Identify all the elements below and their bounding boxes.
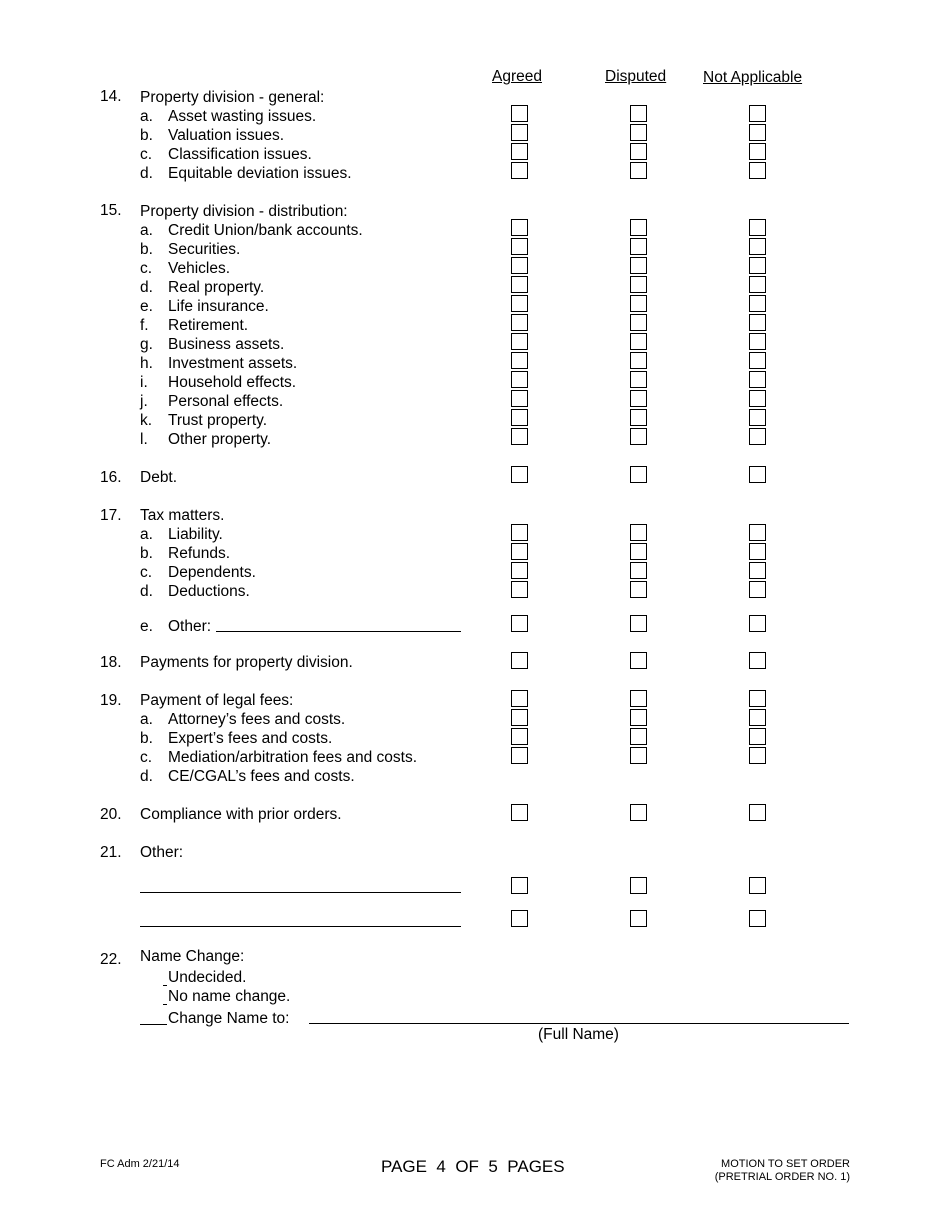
item-label: CE/CGAL’s fees and costs. bbox=[168, 768, 355, 785]
document-subtitle: (PRETRIAL ORDER NO. 1) bbox=[714, 1171, 850, 1183]
agreed-checkbox[interactable] bbox=[511, 257, 528, 274]
item-label: Personal effects. bbox=[168, 393, 284, 410]
disputed-checkbox[interactable] bbox=[630, 581, 647, 598]
item-label: Credit Union/bank accounts. bbox=[168, 222, 363, 239]
not-applicable-checkbox[interactable] bbox=[749, 124, 766, 141]
not-applicable-checkbox[interactable] bbox=[749, 562, 766, 579]
not-applicable-checkbox[interactable] bbox=[749, 877, 766, 894]
name-option-label: No name change. bbox=[168, 988, 291, 1005]
disputed-checkbox[interactable] bbox=[630, 615, 647, 632]
other-line-1[interactable] bbox=[140, 892, 461, 893]
disputed-checkbox[interactable] bbox=[630, 390, 647, 407]
not-applicable-checkbox[interactable] bbox=[749, 257, 766, 274]
item-letter: b. bbox=[140, 241, 153, 258]
agreed-checkbox[interactable] bbox=[511, 143, 528, 160]
agreed-checkbox[interactable] bbox=[511, 295, 528, 312]
agreed-checkbox[interactable] bbox=[511, 124, 528, 141]
disputed-checkbox[interactable] bbox=[630, 709, 647, 726]
agreed-checkbox[interactable] bbox=[511, 581, 528, 598]
item-letter: j. bbox=[140, 393, 148, 410]
item-letter: d. bbox=[140, 768, 153, 785]
section-number: 19. bbox=[100, 692, 122, 709]
item-letter: d. bbox=[140, 165, 153, 182]
item-letter: c. bbox=[140, 749, 153, 766]
item-label: Retirement. bbox=[168, 317, 249, 334]
agreed-checkbox[interactable] bbox=[511, 615, 528, 632]
section-title: Debt. bbox=[140, 469, 178, 486]
section-title: Payments for property division. bbox=[140, 654, 353, 671]
not-applicable-checkbox[interactable] bbox=[749, 652, 766, 669]
item-letter: a. bbox=[140, 711, 153, 728]
disputed-checkbox[interactable] bbox=[630, 105, 647, 122]
item-letter: e. bbox=[140, 298, 153, 315]
disputed-checkbox[interactable] bbox=[630, 690, 647, 707]
tax-other-line[interactable] bbox=[216, 631, 461, 632]
not-applicable-checkbox[interactable] bbox=[749, 219, 766, 236]
disputed-checkbox[interactable] bbox=[630, 371, 647, 388]
section-number: 21. bbox=[100, 844, 122, 861]
agreed-checkbox[interactable] bbox=[511, 352, 528, 369]
agreed-checkbox[interactable] bbox=[511, 910, 528, 927]
agreed-checkbox[interactable] bbox=[511, 428, 528, 445]
not-applicable-checkbox[interactable] bbox=[749, 524, 766, 541]
not-applicable-checkbox[interactable] bbox=[749, 276, 766, 293]
agreed-checkbox[interactable] bbox=[511, 314, 528, 331]
not-applicable-checkbox[interactable] bbox=[749, 295, 766, 312]
item-letter: a. bbox=[140, 108, 153, 125]
not-applicable-checkbox[interactable] bbox=[749, 804, 766, 821]
disputed-checkbox[interactable] bbox=[630, 409, 647, 426]
item-letter: c. bbox=[140, 564, 153, 581]
section-title: Property division - general: bbox=[140, 89, 325, 106]
item-label: Business assets. bbox=[168, 336, 285, 353]
disputed-checkbox[interactable] bbox=[630, 219, 647, 236]
disputed-checkbox[interactable] bbox=[630, 143, 647, 160]
disputed-checkbox[interactable] bbox=[630, 728, 647, 745]
item-letter: g. bbox=[140, 336, 153, 353]
name-option-blank[interactable] bbox=[140, 1024, 167, 1025]
item-letter: c. bbox=[140, 260, 153, 277]
item-label: Deductions. bbox=[168, 583, 250, 600]
agreed-checkbox[interactable] bbox=[511, 543, 528, 560]
page-number: PAGE 4 OF 5 PAGES bbox=[381, 1157, 565, 1176]
agreed-checkbox[interactable] bbox=[511, 219, 528, 236]
disputed-checkbox[interactable] bbox=[630, 466, 647, 483]
agreed-checkbox[interactable] bbox=[511, 409, 528, 426]
item-label: Valuation issues. bbox=[168, 127, 285, 144]
section-title: Payment of legal fees: bbox=[140, 692, 294, 709]
item-letter: i. bbox=[140, 374, 148, 391]
not-applicable-checkbox[interactable] bbox=[749, 543, 766, 560]
item-label: Classification issues. bbox=[168, 146, 312, 163]
item-label: Equitable deviation issues. bbox=[168, 165, 352, 182]
not-applicable-checkbox[interactable] bbox=[749, 728, 766, 745]
not-applicable-checkbox[interactable] bbox=[749, 747, 766, 764]
agreed-checkbox[interactable] bbox=[511, 238, 528, 255]
agreed-checkbox[interactable] bbox=[511, 562, 528, 579]
name-option-blank[interactable] bbox=[163, 1004, 167, 1005]
agreed-checkbox[interactable] bbox=[511, 690, 528, 707]
other-line-2[interactable] bbox=[140, 926, 461, 927]
agreed-checkbox[interactable] bbox=[511, 371, 528, 388]
column-header-not-applicable: Not Applicable bbox=[703, 69, 803, 86]
item-label: Securities. bbox=[168, 241, 241, 258]
agreed-checkbox[interactable] bbox=[511, 747, 528, 764]
item-letter: d. bbox=[140, 279, 153, 296]
not-applicable-checkbox[interactable] bbox=[749, 466, 766, 483]
not-applicable-checkbox[interactable] bbox=[749, 409, 766, 426]
name-option-label: Change Name to: bbox=[168, 1010, 290, 1027]
section-number: 20. bbox=[100, 806, 122, 823]
not-applicable-checkbox[interactable] bbox=[749, 615, 766, 632]
form-id: FC Adm 2/21/14 bbox=[100, 1158, 180, 1170]
not-applicable-checkbox[interactable] bbox=[749, 910, 766, 927]
not-applicable-checkbox[interactable] bbox=[749, 371, 766, 388]
item-label: Other: bbox=[168, 618, 212, 635]
item-label: Attorney’s fees and costs. bbox=[168, 711, 346, 728]
section-title: Other: bbox=[140, 844, 184, 861]
section-title: Name Change: bbox=[140, 948, 245, 965]
not-applicable-checkbox[interactable] bbox=[749, 352, 766, 369]
agreed-checkbox[interactable] bbox=[511, 162, 528, 179]
section-title: Tax matters. bbox=[140, 507, 225, 524]
name-option-label: Undecided. bbox=[168, 969, 247, 986]
column-header-disputed: Disputed bbox=[605, 68, 667, 85]
item-label: Mediation/arbitration fees and costs. bbox=[168, 749, 417, 766]
section-number: 22. bbox=[100, 951, 122, 968]
not-applicable-checkbox[interactable] bbox=[749, 709, 766, 726]
agreed-checkbox[interactable] bbox=[511, 105, 528, 122]
full-name-line[interactable] bbox=[309, 1023, 849, 1024]
item-letter: b. bbox=[140, 545, 153, 562]
disputed-checkbox[interactable] bbox=[630, 238, 647, 255]
agreed-checkbox[interactable] bbox=[511, 390, 528, 407]
agreed-checkbox[interactable] bbox=[511, 276, 528, 293]
disputed-checkbox[interactable] bbox=[630, 124, 647, 141]
item-letter: b. bbox=[140, 730, 153, 747]
item-letter: h. bbox=[140, 355, 153, 372]
agreed-checkbox[interactable] bbox=[511, 652, 528, 669]
item-label: Refunds. bbox=[168, 545, 231, 562]
document-title: MOTION TO SET ORDER bbox=[721, 1158, 850, 1170]
not-applicable-checkbox[interactable] bbox=[749, 238, 766, 255]
item-label: Other property. bbox=[168, 431, 272, 448]
item-letter: k. bbox=[140, 412, 153, 429]
agreed-checkbox[interactable] bbox=[511, 877, 528, 894]
disputed-checkbox[interactable] bbox=[630, 524, 647, 541]
item-label: Asset wasting issues. bbox=[168, 108, 317, 125]
not-applicable-checkbox[interactable] bbox=[749, 390, 766, 407]
disputed-checkbox[interactable] bbox=[630, 652, 647, 669]
section-number: 17. bbox=[100, 507, 122, 524]
item-letter: a. bbox=[140, 222, 153, 239]
not-applicable-checkbox[interactable] bbox=[749, 581, 766, 598]
not-applicable-checkbox[interactable] bbox=[749, 314, 766, 331]
item-letter: b. bbox=[140, 127, 153, 144]
agreed-checkbox[interactable] bbox=[511, 333, 528, 350]
disputed-checkbox[interactable] bbox=[630, 295, 647, 312]
disputed-checkbox[interactable] bbox=[630, 428, 647, 445]
section-title: Property division - distribution: bbox=[140, 203, 348, 220]
not-applicable-checkbox[interactable] bbox=[749, 333, 766, 350]
item-letter: a. bbox=[140, 526, 153, 543]
agreed-checkbox[interactable] bbox=[511, 466, 528, 483]
section-number: 16. bbox=[100, 469, 122, 486]
disputed-checkbox[interactable] bbox=[630, 333, 647, 350]
item-letter: c. bbox=[140, 146, 153, 163]
section-number: 15. bbox=[100, 202, 122, 219]
full-name-caption: (Full Name) bbox=[538, 1026, 619, 1043]
disputed-checkbox[interactable] bbox=[630, 314, 647, 331]
disputed-checkbox[interactable] bbox=[630, 562, 647, 579]
item-label: Investment assets. bbox=[168, 355, 298, 372]
item-label: Dependents. bbox=[168, 564, 256, 581]
disputed-checkbox[interactable] bbox=[630, 257, 647, 274]
item-letter: d. bbox=[140, 583, 153, 600]
not-applicable-checkbox[interactable] bbox=[749, 105, 766, 122]
not-applicable-checkbox[interactable] bbox=[749, 143, 766, 160]
item-letter: l. bbox=[140, 431, 148, 448]
disputed-checkbox[interactable] bbox=[630, 276, 647, 293]
disputed-checkbox[interactable] bbox=[630, 543, 647, 560]
item-label: Expert’s fees and costs. bbox=[168, 730, 333, 747]
name-option-blank[interactable] bbox=[163, 985, 167, 986]
section-number: 18. bbox=[100, 654, 122, 671]
item-label: Real property. bbox=[168, 279, 265, 296]
column-header-agreed: Agreed bbox=[492, 68, 542, 85]
not-applicable-checkbox[interactable] bbox=[749, 428, 766, 445]
disputed-checkbox[interactable] bbox=[630, 877, 647, 894]
item-letter: e. bbox=[140, 618, 153, 635]
agreed-checkbox[interactable] bbox=[511, 728, 528, 745]
disputed-checkbox[interactable] bbox=[630, 804, 647, 821]
section-number: 14. bbox=[100, 88, 122, 105]
disputed-checkbox[interactable] bbox=[630, 910, 647, 927]
not-applicable-checkbox[interactable] bbox=[749, 162, 766, 179]
item-label: Trust property. bbox=[168, 412, 268, 429]
agreed-checkbox[interactable] bbox=[511, 804, 528, 821]
disputed-checkbox[interactable] bbox=[630, 162, 647, 179]
item-label: Household effects. bbox=[168, 374, 297, 391]
agreed-checkbox[interactable] bbox=[511, 524, 528, 541]
disputed-checkbox[interactable] bbox=[630, 352, 647, 369]
item-label: Liability. bbox=[168, 526, 223, 543]
not-applicable-checkbox[interactable] bbox=[749, 690, 766, 707]
item-letter: f. bbox=[140, 317, 149, 334]
agreed-checkbox[interactable] bbox=[511, 709, 528, 726]
section-title: Compliance with prior orders. bbox=[140, 806, 342, 823]
item-label: Life insurance. bbox=[168, 298, 269, 315]
item-label: Vehicles. bbox=[168, 260, 231, 277]
disputed-checkbox[interactable] bbox=[630, 747, 647, 764]
